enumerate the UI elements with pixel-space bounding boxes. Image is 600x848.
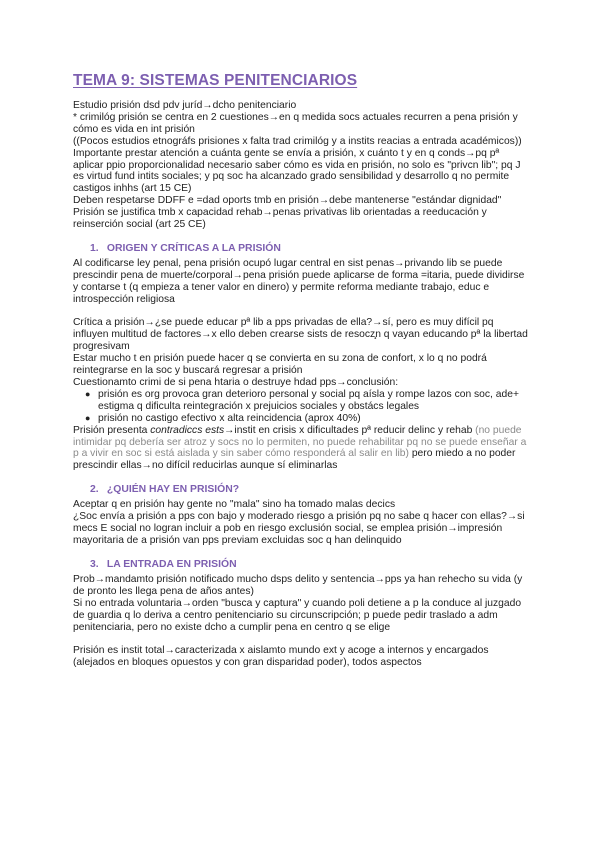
page-title: TEMA 9: SISTEMAS PENITENCIARIOS — [73, 72, 358, 89]
intro-paragraph: Estudio prisión dsd pdv juríd→dcho penitenciario — [73, 100, 297, 111]
section-paragraph: Cuestionamto crimi de si pena htaria o destruye hdad pps→conclusión: — [73, 377, 399, 389]
section-paragraph: Crítica a prisión→¿se puede educar pª lib a pps privadas de ella?→sí, pero es muy difícil pq influyen multitud de factores→x ello deben crearse sists de resocz̧n q vayan educando pª la libertad progresivam — [73, 317, 528, 353]
bullet-list — [73, 389, 530, 425]
section-number: 3. — [90, 558, 99, 570]
section-paragraph: Aceptar q en prisión hay gente no "mala" sino ha tomado malas decics — [73, 499, 396, 511]
list-item — [73, 413, 530, 425]
section-paragraph: ¿Soc envía a prisión a pps con bajo y moderado riesgo a prisión pq no sabe q hacer con ellas?→si mecs E social no logran incluir a pob en riesgo exclusión social, se emplea prisión→impresión mayoritaria de a prisión van pps previam excluidas soc q han delinquido — [73, 511, 525, 546]
intro-paragraph: Importante prestar atención a cuánta gente se envía a prisión, x cuánto t y en q conds→pq pª aplicar ppio proporcionalidad necesario saber cómo es vida en prisión, no solo es "privcn lib"; pq J es virtud fund intits sociales; y pq soc ha alcanzado grado sensibilidad y desarrollo q no permite castigos inhhs (art 15 CE) — [73, 147, 521, 195]
section-heading-text: ¿QUIÉN HAY EN PRISIÓN? — [106, 484, 240, 496]
intro-paragraph: Prisión se justifica tmb x capacidad rehab→penas privativas lib orientadas a reeducación y reinserción social (art 25 CE) — [73, 207, 487, 231]
bullet-icon: ● — [85, 388, 91, 399]
section-paragraph: Prisión es instit total→caracterizada x aislamto mundo ext y acoge a internos y encargados (alejados en bloques opuestos y con gran disparidad poder), todos aspectos — [73, 645, 489, 669]
text-run: →instit en crisis x dificultades pª reducir delinc y rehab — [224, 424, 476, 436]
text-run: Prisión presenta — [73, 424, 151, 436]
intro-paragraph: Deben respetarse DDFF e =dad oports tmb en prisión→debe mantenerse "estándar dignidad" — [73, 195, 502, 207]
section-paragraph: Al codificarse ley penal, pena prisión ocupó lugar central en sist penas→privando lib se puede prescindir pena de muerte/corporal→pena prisión puede aplicarse de forma =itaria, puede dividirse y contarse t (q empieza a tener valor en dinero) y permite reforma mediante trabajo, educ e introspección religiosa — [73, 257, 525, 305]
section-heading-origen — [73, 243, 530, 255]
section-heading-text: LA ENTRADA EN PRISIÓN — [106, 558, 237, 570]
intro-block — [73, 100, 530, 231]
list-item — [73, 389, 530, 413]
intro-paragraph: ((Pocos estudios etnográfs prisiones x falta trad crimilóg y a instits reacias a entrada académicos)) — [73, 135, 522, 147]
section-heading-entrada — [73, 559, 530, 571]
italic-term: contradiccs ests — [150, 424, 225, 436]
section-paragraph: Prob→mandamto prisión notificado mucho dsps delito y sentencia→pps ya han rehecho su vida (y de pronto les llega pena de años antes) — [73, 573, 523, 597]
section-paragraph: Estar mucho t en prisión puede hacer q se convierta en su zona de confort, x lo q no podrá reintegrarse en la soc y buscará regresar a prisión — [73, 353, 487, 377]
section-number: 1. — [90, 242, 99, 254]
section-heading-quien — [73, 484, 530, 496]
section-number: 2. — [90, 484, 99, 496]
intro-paragraph: * crimilóg prisión se centra en 2 cuestiones→en q medida socs actuales recurren a pena prisión y cómo es vida en int prisión — [73, 111, 518, 135]
section-heading-text: ORIGEN Y CRÍTICAS A LA PRISIÓN — [106, 242, 281, 254]
bullet-icon: ● — [85, 412, 91, 423]
section-paragraph: Si no entrada voluntaria→orden "busca y captura" y cuando poli detiene a p la conduce al juzgado de guardia q lo deriva a centro penitenciario su circunscripción; p puede pedir traslado a adm penitenciaria, pero no existe dcho a cumplir pena en centro q se elige — [73, 597, 522, 633]
list-item-text: prisión es org provoca gran deterioro personal y social pq aísla y rompe lazos con soc, ade+ estigma q dificulta reintegración x prejuicios sociales y obstács legales — [98, 388, 519, 412]
text-run: pero miedo a no poder prescindir ellas→no difícil reducirlas aunque sí eliminarlas — [73, 448, 516, 472]
list-item-text: prisión no castigo efectivo x alta reincidencia (aprox 40%) — [98, 412, 361, 424]
section-paragraph — [73, 425, 530, 473]
muted-aside: (no puede intimidar pq debería ser atroz y socs no lo permiten, no puede rehabilitar pq no se puede enseñar a p a vivir en soc si está aislada y sin saber cómo responderá al salir en lib) — [73, 424, 527, 460]
